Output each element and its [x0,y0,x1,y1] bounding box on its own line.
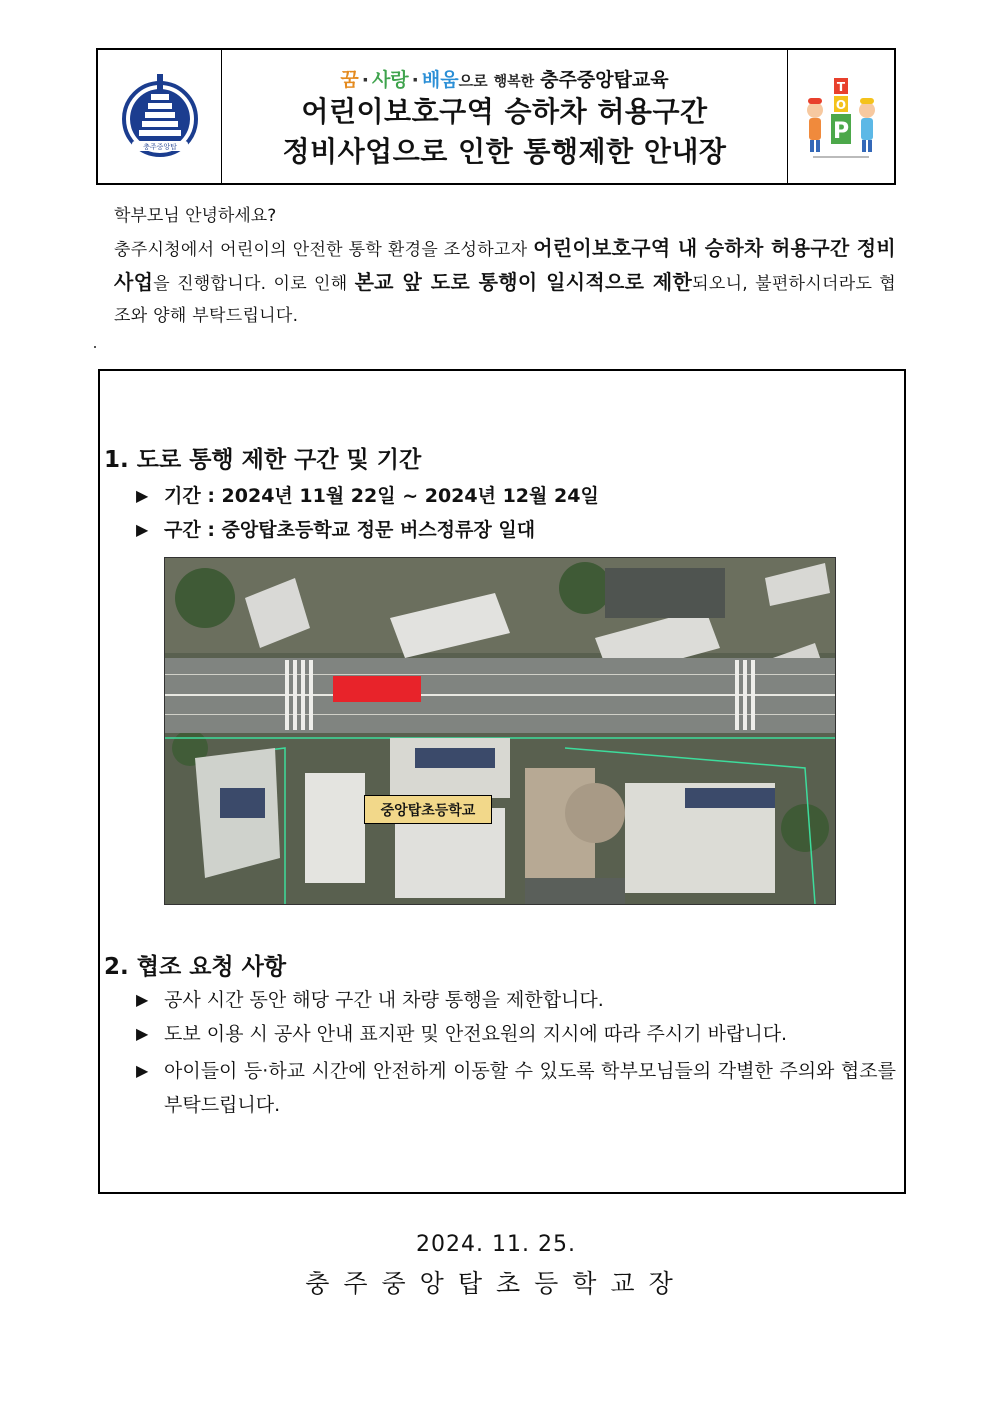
intro-paragraph [114,232,896,332]
slogan-word-3: 배움 [421,69,459,91]
request-item [136,1017,896,1051]
section-2-title: 2. 협조 요청 사항 [104,954,287,980]
slogan-org: 충주중앙탑교육 [540,69,669,91]
area-text: 구간 : 중앙탑초등학교 정문 버스정류장 일대 [164,519,536,541]
emblem-text: 충주중앙탑 [142,143,177,151]
stray-dot [94,346,96,348]
slogan-word: 행복한 [493,74,535,90]
greeting: 학부모님 안녕하세요? [114,206,277,226]
request-text: 공사 시간 동안 해당 구간 내 차량 통행을 제한합니다. [164,989,604,1011]
section-1-title: 1. 도로 통행 제한 구간 및 기간 [104,447,422,473]
intro-text-2: 을 진행합니다. 이로 인해 [153,274,355,294]
school-map-label: 중앙탑초등학교 [364,795,492,824]
slogan-word-1: 꿈 [340,69,359,91]
intro-bold-2: 본교 앞 도로 통행이 일시적으로 제한 [354,270,693,294]
top-mascot-icon [801,72,881,162]
slogan-particle: 으로 [458,72,488,90]
request-text: 아이들이 등·하교 시간에 안전하게 이동할 수 있도록 학부모님들의 각별한 주의와 협조를 부탁드립니다. [164,1060,896,1116]
request-item [136,1054,896,1122]
intro-section [114,200,896,332]
document-header [96,48,896,185]
header-title-block [222,50,787,183]
mascot-letter-t: T [836,79,846,94]
area-item [136,513,896,547]
restricted-zone [333,676,421,702]
bullet-arrow-icon: ▶ [136,990,149,1009]
period-item [136,479,896,513]
mascot-logo [787,50,894,183]
slogan-word-2: 사랑 [371,69,409,91]
pagoda-emblem-icon [120,69,200,164]
slogan: 꿈 · 사랑 · 배움으로 행복한 충주중앙탑교육 [340,69,669,91]
notice-box [98,369,906,1194]
mascot-letter-p: P [832,118,850,144]
request-text: 도보 이용 시 공사 안내 표지판 및 안전요원의 지시에 따라 주시기 바랍니다. [164,1023,788,1045]
page-title-line-2: 정비사업으로 인한 통행제한 안내장 [282,135,727,168]
period-text: 기간 : 2024년 11월 22일 ~ 2024년 12월 24일 [164,485,599,507]
bullet-arrow-icon: ▶ [136,1024,149,1043]
school-emblem [98,50,222,183]
bullet-arrow-icon: ▶ [136,520,149,539]
signer: 충주중앙탑초등학교장 [305,1269,687,1298]
intro-text-3: 되오니, 불편하시더라도 협조와 양해 부탁드립니다. [114,274,896,326]
request-item [136,983,896,1017]
issue-date: 2024. 11. 25. [416,1232,576,1257]
bullet-arrow-icon: ▶ [136,486,149,505]
mascot-letter-o: O [835,97,847,112]
aerial-map-image [165,558,835,904]
bullet-arrow-icon: ▶ [136,1061,149,1080]
aerial-map [164,557,836,905]
intro-bold-1: 어린이보호구역 내 승하차 허용구간 정비사업 [114,236,897,294]
intro-text-1: 충주시청에서 어린이의 안전한 통학 환경을 조성하고자 [114,240,534,260]
page-title-line-1: 어린이보호구역 승하차 허용구간 [301,95,708,128]
